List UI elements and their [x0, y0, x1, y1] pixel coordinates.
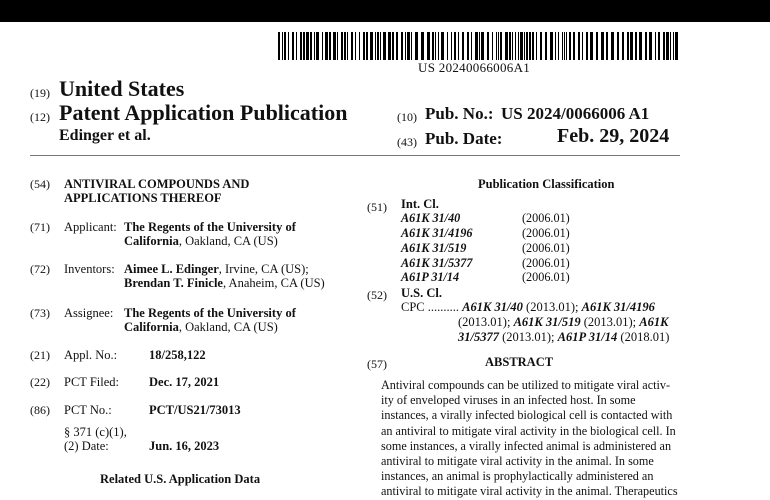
barcode-bar — [329, 32, 331, 60]
pub-date: Feb. 29, 2024 — [557, 125, 670, 147]
barcode-bar — [462, 32, 464, 60]
pct-filed-code: (22) — [30, 375, 50, 389]
barcode-bar — [566, 32, 567, 60]
uscl-label: U.S. Cl. — [401, 286, 442, 300]
barcode-bar — [627, 32, 629, 60]
barcode-bar — [451, 32, 452, 60]
pub-no-label: Pub. No.: — [425, 104, 494, 123]
barcode-bar — [377, 32, 379, 60]
appl-code: (21) — [30, 348, 50, 362]
inventor-1-location: , Irvine, CA (US); — [218, 262, 309, 276]
barcode-bar — [673, 32, 674, 60]
barcode-bar — [303, 32, 305, 60]
barcode-bar — [500, 32, 502, 60]
barcode-bar — [366, 32, 368, 60]
barcode-bar — [435, 32, 436, 60]
barcode-bar — [415, 32, 418, 60]
cpc-code: 31/5377 — [458, 330, 499, 344]
barcode-bar — [351, 32, 353, 60]
country-code: (19) — [30, 86, 50, 100]
intcl-label: Int. Cl. — [401, 197, 439, 211]
barcode-bar — [586, 32, 588, 60]
abstract-line: some instances, a virally infected animal is administered an — [381, 438, 672, 453]
related-heading: Related U.S. Application Data — [100, 472, 261, 486]
pct-filed-label: PCT Filed: — [64, 375, 119, 389]
cpc-year: (2013.01); — [458, 315, 514, 329]
barcode-bar — [645, 32, 647, 60]
barcode-bar — [670, 32, 671, 60]
abstract-line: antiviral to mitigate viral activity in the animal. Therapeutics — [381, 484, 678, 499]
intcl-row — [0, 226, 770, 241]
barcode-bar — [515, 32, 516, 60]
intcl-version: (2006.01) — [522, 226, 570, 240]
barcode-bar — [518, 32, 519, 60]
barcode-bar — [536, 32, 537, 60]
applicant-label: Applicant: — [64, 220, 117, 234]
cpc-label: CPC — [401, 300, 425, 314]
barcode-bar — [512, 32, 513, 60]
applicant-location: , Oakland, CA (US) — [178, 234, 278, 248]
intcl-version: (2006.01) — [522, 270, 570, 284]
intcl-version: (2006.01) — [522, 211, 570, 225]
barcode-bar — [569, 32, 571, 60]
abstract-line: ity of enveloped viruses in an infected host. In some — [381, 393, 636, 408]
cpc-year: (2013.01); — [498, 330, 558, 344]
intcl-code-value: A61K 31/4196 — [401, 226, 473, 240]
assignee-name: The Regents of the University of — [124, 306, 296, 320]
barcode-bar — [498, 32, 499, 60]
abstract-line: an antiviral to mitigate viral activity in the biological cell. In — [381, 423, 676, 438]
barcode-bar — [675, 32, 678, 60]
barcode-bar — [316, 32, 319, 60]
barcode-bar — [380, 32, 381, 60]
barcode-bar — [578, 32, 580, 60]
appl-label: Appl. No.: — [64, 348, 118, 362]
barcode-bar — [454, 32, 456, 60]
barcode-bar — [540, 32, 542, 60]
intcl-code-value: A61K 31/40 — [401, 211, 461, 225]
barcode-bar — [601, 32, 604, 60]
cpc-dots: .......... — [427, 300, 460, 314]
abstract-line: instances, a virally infected biological cell is contacted with — [381, 408, 673, 423]
applicant-code: (71) — [30, 220, 50, 234]
applicant-name: The Regents of the University of — [124, 220, 296, 234]
barcode-bar — [341, 32, 343, 60]
barcode-bar — [438, 32, 439, 60]
s371-date: Jun. 16, 2023 — [149, 439, 220, 453]
barcode-bar — [562, 32, 563, 60]
barcode-bar — [421, 32, 424, 60]
barcode-bar — [558, 32, 559, 60]
abstract-code: (57) — [367, 357, 387, 371]
pct-no-label: PCT No.: — [64, 403, 112, 417]
intcl-row — [0, 211, 770, 226]
barcode-bar — [458, 32, 459, 60]
inventor-2-name: Brendan T. Finicle — [124, 276, 223, 290]
barcode-bar — [564, 32, 565, 60]
intcl-version: (2006.01) — [522, 241, 570, 255]
title-code: (54) — [30, 177, 50, 191]
barcode-bar — [622, 32, 624, 60]
barcode-bar — [655, 32, 656, 60]
cpc-line-2 — [458, 315, 668, 330]
abstract-line: antiviral to mitigate viral activity in the animal. In some — [381, 454, 654, 469]
barcode-bar — [296, 32, 297, 60]
cpc-line-3 — [458, 330, 669, 345]
abstract-line: Antiviral compounds can be utilized to mitigate viral activ- — [381, 378, 671, 392]
barcode-bar — [347, 32, 348, 60]
barcode-bar — [333, 32, 336, 60]
intcl-row — [0, 256, 770, 271]
barcode-bar — [467, 32, 469, 60]
title-line-2: APPLICATIONS THEREOF — [64, 191, 222, 205]
barcode-bar — [284, 32, 286, 60]
barcode-bar — [407, 32, 410, 60]
abstract-heading: ABSTRACT — [485, 355, 554, 369]
inventors-label: Inventors: — [64, 262, 115, 276]
pub-no: US 2024/0066006 A1 — [501, 104, 650, 123]
barcode-bar — [496, 32, 497, 60]
barcode-bar — [310, 32, 312, 60]
barcode-bar — [447, 32, 448, 60]
publication-type: Patent Application Publication — [59, 100, 348, 125]
assignee-name-2: California — [124, 320, 179, 334]
cpc-year: (2013.01); — [580, 315, 640, 329]
abstract-line: instances, an animal is prophylactically administered an — [381, 469, 654, 484]
barcode — [278, 32, 682, 60]
barcode-bar — [550, 32, 553, 60]
barcode-bar — [396, 32, 398, 60]
barcode-bar — [545, 32, 547, 60]
barcode-bar — [635, 32, 637, 60]
barcode-bar — [509, 32, 511, 60]
abstract-text — [381, 378, 679, 500]
authors: Edinger et al. — [59, 127, 151, 144]
barcode-bar — [582, 32, 583, 60]
intcl-code-value: A61P 31/14 — [401, 270, 460, 284]
assignee-location: , Oakland, CA (US) — [178, 320, 278, 334]
assignee-line-2 — [124, 320, 278, 335]
barcode-bar — [427, 32, 430, 60]
barcode-bar — [432, 32, 434, 60]
inventor-2-location: , Anaheim, CA (US) — [222, 276, 325, 290]
pub-date-code: (43) — [397, 135, 417, 149]
barcode-bar — [479, 32, 480, 60]
cpc-code: A61P 31/14 — [557, 330, 618, 344]
header-rule — [30, 155, 680, 156]
barcode-bar — [658, 32, 660, 60]
barcode-bar — [300, 32, 302, 60]
barcode-bar — [405, 32, 406, 60]
barcode-bar — [401, 32, 403, 60]
pct-filed-date: Dec. 17, 2021 — [149, 375, 220, 389]
barcode-bar — [278, 32, 280, 60]
title-line-1: ANTIVIRAL COMPOUNDS AND — [64, 177, 250, 191]
pub-date-label: Pub. Date: — [425, 129, 503, 148]
cpc-year: (2018.01) — [617, 330, 670, 344]
barcode-bar — [292, 32, 294, 60]
barcode-bar — [388, 32, 391, 60]
pct-no-code: (86) — [30, 403, 50, 417]
barcode-bar — [355, 32, 356, 60]
barcode-bar — [649, 32, 652, 60]
barcode-bar — [325, 32, 328, 60]
barcode-bar — [611, 32, 614, 60]
assignee-code: (73) — [30, 306, 50, 320]
barcode-bar — [337, 32, 338, 60]
barcode-bar — [492, 32, 493, 60]
barcode-bar — [663, 32, 665, 60]
cpc-code: A61K 31/4196 — [581, 300, 655, 314]
cpc-year: (2013.01); — [522, 300, 582, 314]
intcl-row — [0, 270, 770, 285]
intcl-code-value: A61K 31/5377 — [401, 256, 473, 270]
barcode-bar — [630, 32, 633, 60]
inventors-code: (72) — [30, 262, 50, 276]
barcode-bar — [363, 32, 365, 60]
s371-line-2: (2) Date: — [64, 439, 109, 453]
barcode-bar — [370, 32, 373, 60]
barcode-bar — [487, 32, 489, 60]
barcode-bar — [617, 32, 619, 60]
intcl-version: (2006.01) — [522, 256, 570, 270]
inventor-1-name: Aimee L. Edinger — [124, 262, 219, 276]
barcode-bar — [375, 32, 376, 60]
barcode-bar — [596, 32, 598, 60]
barcode-bar — [392, 32, 394, 60]
barcode-number: US 20240066006A1 — [418, 60, 531, 75]
barcode-bar — [282, 32, 283, 60]
barcode-bar — [306, 32, 309, 60]
barcode-bar — [475, 32, 478, 60]
barcode-bar — [481, 32, 484, 60]
cpc-code: A61K — [639, 315, 669, 329]
barcode-bar — [639, 32, 642, 60]
barcode-bar — [524, 32, 525, 60]
barcode-bar — [526, 32, 528, 60]
pub-no-code: (10) — [397, 110, 417, 124]
barcode-bar — [359, 32, 360, 60]
cpc-code: A61K 31/40 — [462, 300, 523, 314]
type-code: (12) — [30, 110, 50, 124]
barcode-bar — [666, 32, 669, 60]
intcl-code: (51) — [367, 200, 387, 214]
uscl-code: (52) — [367, 288, 387, 302]
barcode-bar — [529, 32, 531, 60]
appl-no: 18/258,122 — [149, 348, 206, 362]
barcode-bar — [590, 32, 593, 60]
s371-line-1: § 371 (c)(1), — [64, 425, 127, 439]
assignee-label: Assignee: — [64, 306, 114, 320]
barcode-bar — [505, 32, 508, 60]
barcode-bar — [344, 32, 346, 60]
barcode-bar — [322, 32, 323, 60]
barcode-bar — [471, 32, 472, 60]
applicant-name-2: California — [124, 234, 179, 248]
barcode-bar — [383, 32, 386, 60]
barcode-bar — [314, 32, 315, 60]
pct-no: PCT/US21/73013 — [149, 403, 241, 417]
cpc-code: A61K 31/519 — [513, 315, 581, 329]
country: United States — [59, 76, 185, 101]
cpc-line-1 — [401, 300, 655, 315]
barcode-bar — [288, 32, 289, 60]
intcl-row — [0, 241, 770, 256]
intcl-code-value: A61K 31/519 — [401, 241, 467, 255]
barcode-bar — [441, 32, 444, 60]
top-black-bar — [0, 0, 770, 22]
barcode-bar — [555, 32, 556, 60]
classification-heading: Publication Classification — [478, 177, 615, 191]
barcode-bar — [606, 32, 608, 60]
barcode-bar — [532, 32, 534, 60]
barcode-bar — [411, 32, 412, 60]
barcode-bar — [573, 32, 575, 60]
barcode-bar — [520, 32, 523, 60]
